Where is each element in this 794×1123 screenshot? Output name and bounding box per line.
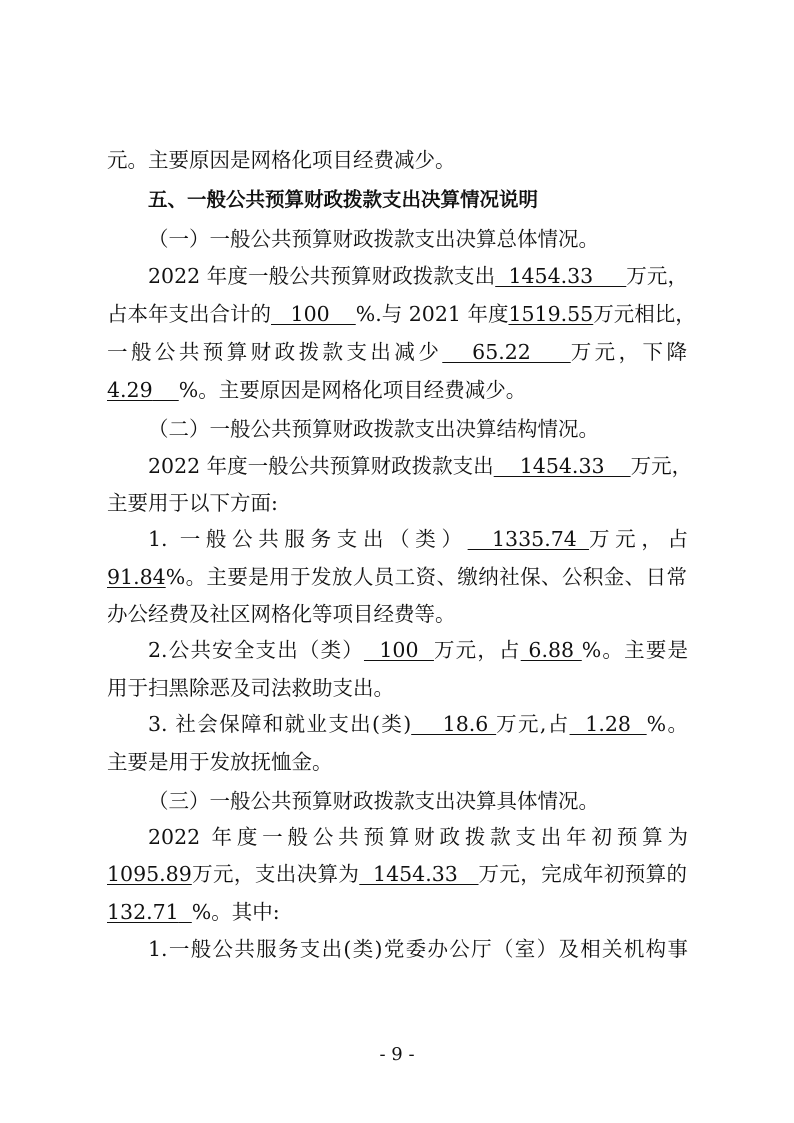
text-segment: 办公经费及社区网格化等项目经费等。 <box>107 602 456 626</box>
filled-value: 1519.55 <box>508 302 594 326</box>
text-segment: 2.公共安全支出（类） <box>148 638 364 662</box>
text-segment: 元。主要原因是网格化项目经费减少。 <box>107 148 456 172</box>
filled-value: 100 <box>271 302 356 326</box>
text-line <box>107 563 687 591</box>
text-segment: 万元，支出决算为 <box>191 862 360 886</box>
text-line <box>148 262 688 290</box>
section-heading-text: 五、一般公共预算财政拨款支出决算情况说明 <box>148 188 539 211</box>
filled-value: 132.71 <box>107 900 179 924</box>
text-segment: 万元，占 <box>433 638 521 662</box>
text-line <box>148 452 693 480</box>
text-segment: 占本年支出合计的 <box>107 302 271 326</box>
text-segment: %.与 2021 年度 <box>355 302 509 326</box>
subsection-heading-text: （三）一般公共预算财政拨款支出决算具体情况。 <box>148 789 599 813</box>
text-line <box>107 674 687 702</box>
text-segment: 万元， <box>626 264 688 288</box>
text-line <box>148 823 688 851</box>
text-segment: 2022 年度一般公共预算财政拨款支出年初预算为 <box>148 825 688 849</box>
filled-value: 65.22 <box>442 340 571 364</box>
subsection-heading-text: （二）一般公共预算财政拨款支出决算结构情况。 <box>148 417 599 441</box>
text-line <box>107 489 687 517</box>
text-line <box>107 300 696 328</box>
text-segment: %。其中: <box>191 900 280 924</box>
text-line <box>107 600 687 628</box>
text-segment: 用于扫黑除恶及司法救助支出。 <box>107 676 394 700</box>
text-line <box>107 338 687 366</box>
text-segment: 主要是用于发放抚恤金。 <box>107 750 333 774</box>
text-segment: 一般公共预算财政拨款支出减少 <box>107 340 443 364</box>
text-line <box>107 898 687 926</box>
text-line <box>107 860 687 888</box>
filled-value-padding <box>179 900 192 924</box>
list-item <box>148 710 688 738</box>
page-number: - 9 - <box>379 1044 415 1065</box>
subsection-heading <box>148 787 688 815</box>
text-segment: %。主要是 <box>581 638 689 662</box>
text-segment: 2022 年度一般公共预算财政拨款支出 <box>148 264 496 288</box>
filled-value: 1.28 <box>569 712 647 736</box>
text-segment: 万元， <box>630 454 693 478</box>
text-segment: 万元相比， <box>593 302 696 326</box>
text-segment: %。 <box>646 712 688 736</box>
subsection-heading-text: （一）一般公共预算财政拨款支出决算总体情况。 <box>148 227 599 251</box>
filled-value: 4.29 <box>107 378 153 402</box>
text-segment: %。主要原因是网格化项目经费减少。 <box>178 378 527 402</box>
text-segment: 万元，占 <box>588 527 688 551</box>
filled-value: 100 <box>363 638 434 662</box>
text-line <box>107 376 687 404</box>
text-segment: 1. 一般公共服务支出（类） <box>148 527 468 551</box>
text-segment: 万元,占 <box>496 712 570 736</box>
list-item <box>148 935 688 963</box>
filled-value: 91.84 <box>107 565 166 589</box>
text-segment: 3. 社会保障和就业支出(类) <box>148 712 412 736</box>
filled-value-padding <box>153 378 179 402</box>
text-segment: 2022 年度一般公共预算财政拨款支出 <box>148 454 494 478</box>
list-item <box>148 636 688 664</box>
text-line <box>107 748 687 776</box>
list-item <box>148 525 688 553</box>
filled-value: 6.88 <box>520 638 582 662</box>
filled-value: 1335.74 <box>467 527 589 551</box>
section-heading <box>148 186 688 214</box>
subsection-heading <box>148 225 688 253</box>
text-segment: %。主要是用于发放人员工资、缴纳社保、公积金、日常 <box>165 565 687 589</box>
filled-value: 1095.89 <box>107 862 192 886</box>
text-segment: 万元，下降 <box>570 340 687 364</box>
text-segment: 主要用于以下方面: <box>107 491 278 515</box>
filled-value: 1454.33 <box>493 454 631 478</box>
text-segment: 万元，完成年初预算的 <box>478 862 687 886</box>
text-segment: 1.一般公共服务支出(类)党委办公厅（室）及相关机构事 <box>148 937 688 961</box>
filled-value: 1454.33 <box>495 264 627 288</box>
filled-value: 1454.33 <box>359 862 479 886</box>
filled-value: 18.6 <box>411 712 497 736</box>
subsection-heading <box>148 415 688 443</box>
text-line <box>107 146 687 174</box>
